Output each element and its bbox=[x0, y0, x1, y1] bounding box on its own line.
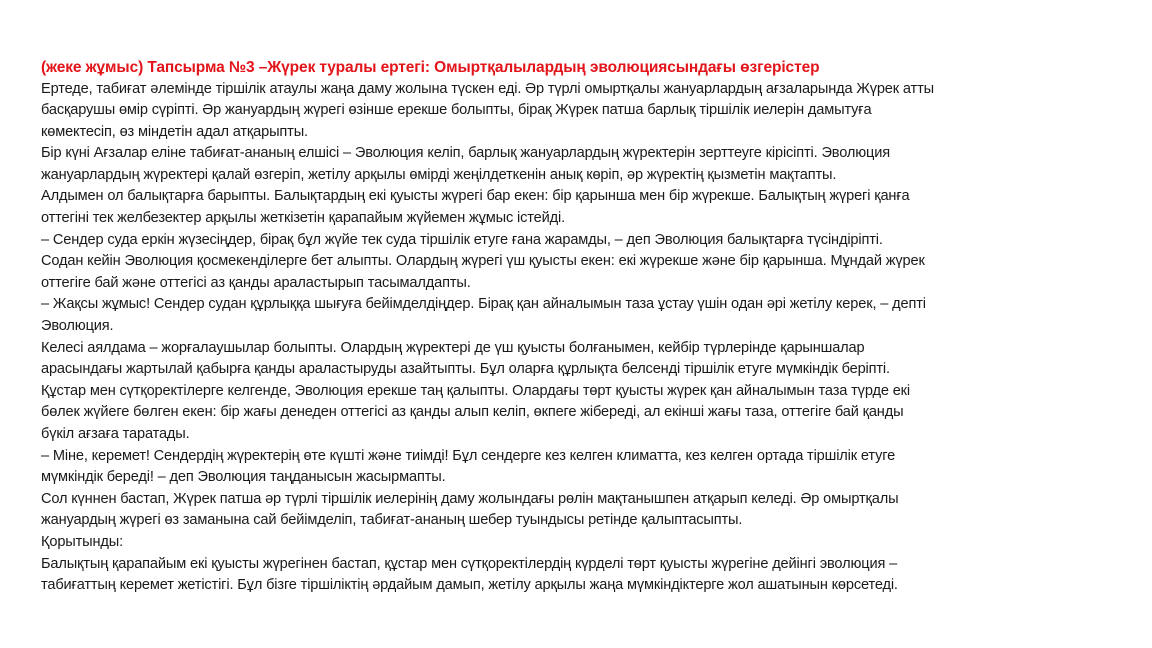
text-line: арасындағы жартылай қабырға қанды араластыруды азайтыпты. Бұл оларға құрлықта белсенді тіршілік етуге мүмкіндік беріпті. bbox=[41, 361, 890, 378]
text-line: бөлек жүйеге бөлген екен: бір жағы денеден оттегісі аз қанды алып келіп, өкпеге жібереді, ал екінші жағы таза, оттегіге бай қанды bbox=[41, 404, 904, 421]
text-line: Ертеде, табиғат әлемінде тіршілік атаулы жаңа даму жолына түскен еді. Әр түрлі омыртқалы жануарлардың ағзаларында Жүрек атты bbox=[41, 80, 934, 97]
text-line: Балықтың қарапайым екі қуысты жүрегінен бастап, құстар мен сүтқоректілердің күрделі төрт қуысты жүрегіне дейінгі эволюция – bbox=[41, 555, 898, 572]
text-line: оттегіге бай және оттегісі аз қанды араластырып тасымалдапты. bbox=[41, 274, 471, 291]
text-line: – Міне, керемет! Сендердің жүректерің өте күшті және тиімді! Бұл сендерге кез келген климатта, кез келген ортада тіршілік етуге bbox=[41, 447, 896, 464]
text-line: мүмкіндік береді! – деп Эволюция таңданысын жасырмапты. bbox=[41, 469, 446, 486]
text-line: бүкіл ағзаға таратады. bbox=[41, 426, 190, 442]
text-line: оттегіні тек желбезектер арқылы жеткізетін қарапайым жүйемен жұмыс істейді. bbox=[41, 210, 565, 227]
text-line: Бір күні Ағзалар еліне табиғат-ананың елшісі – Эволюция келіп, барлық жануарлардың жүректерін зерттеуге кірісіпті. Эволюция bbox=[41, 145, 891, 162]
text-line: жануардың жүрегі өз заманына сай бейімделіп, табиғат-ананың шебер туындысы ретінде қалыптасыпты. bbox=[41, 512, 743, 529]
text-line: – Сендер суда еркін жүзесіңдер, бірақ бұл жүйе тек суда тіршілік етуге ғана жарамды, – деп Эволюция балықтарға түсіндіріпті. bbox=[41, 231, 883, 248]
text-line: көмектесіп, өз міндетін адал атқарыпты. bbox=[41, 123, 308, 140]
slide-title: (жеке жұмыс) Тапсырма №3 –Жүрек туралы ертегі: Омыртқалылардың эволюциясындағы өзгерістер bbox=[41, 59, 820, 76]
text-line: Құстар мен сүтқоректілерге келгенде, Эволюция ерекше таң қалыпты. Олардағы төрт қуысты жүрек қан айналымын таза түрде екі bbox=[41, 382, 910, 399]
text-line: Эволюция. bbox=[41, 318, 114, 335]
text-line: Келесі аялдама – жорғалаушылар болыпты. Олардың жүректері де үш қуысты болғанымен, кейбір түрлерінде қарыншалар bbox=[41, 339, 865, 356]
text-line: Алдымен ол балықтарға барыпты. Балықтардың екі қуысты жүрегі бар екен: бір қарынша мен бір жүрекше. Балықтың жүрегі қанға bbox=[41, 188, 910, 205]
text-line: Содан кейін Эволюция қосмекенділерге бет алыпты. Олардың жүрегі үш қуысты екен: екі жүрекше және бір қарынша. Мұндай жүрек bbox=[41, 253, 925, 270]
conclusion-heading: Қорытынды: bbox=[41, 533, 124, 550]
slide-content bbox=[41, 57, 1081, 597]
text-line: табиғаттың керемет жетістігі. Бұл бізге тіршіліктің әрдайым дамып, жетілу арқылы жаңа мүмкіндіктерге жол ашатынын көрсетеді. bbox=[41, 577, 898, 594]
text-line: Сол күннен бастап, Жүрек патша әр түрлі тіршілік иелерінің даму жолындағы рөлін мақтанышпен атқарып келеді. Әр омыртқалы bbox=[41, 490, 899, 507]
text-line: жануарлардың жүректері қалай өзгеріп, жетілу арқылы өмірді жеңілдеткенін анық көріп, әр жүректің қызметін мақтапты. bbox=[41, 166, 837, 183]
text-line: басқарушы өмір сүріпті. Әр жануардың жүрегі өзінше ерекше болыпты, бірақ Жүрек патша барлық тіршілік иелерін дамытуға bbox=[41, 102, 872, 119]
text-line: – Жақсы жұмыс! Сендер судан құрлыққа шығуға бейімделдіңдер. Бірақ қан айналымын таза ұстау үшін одан әрі жетілу керек, – депті bbox=[41, 296, 926, 313]
story-body bbox=[41, 79, 1081, 597]
